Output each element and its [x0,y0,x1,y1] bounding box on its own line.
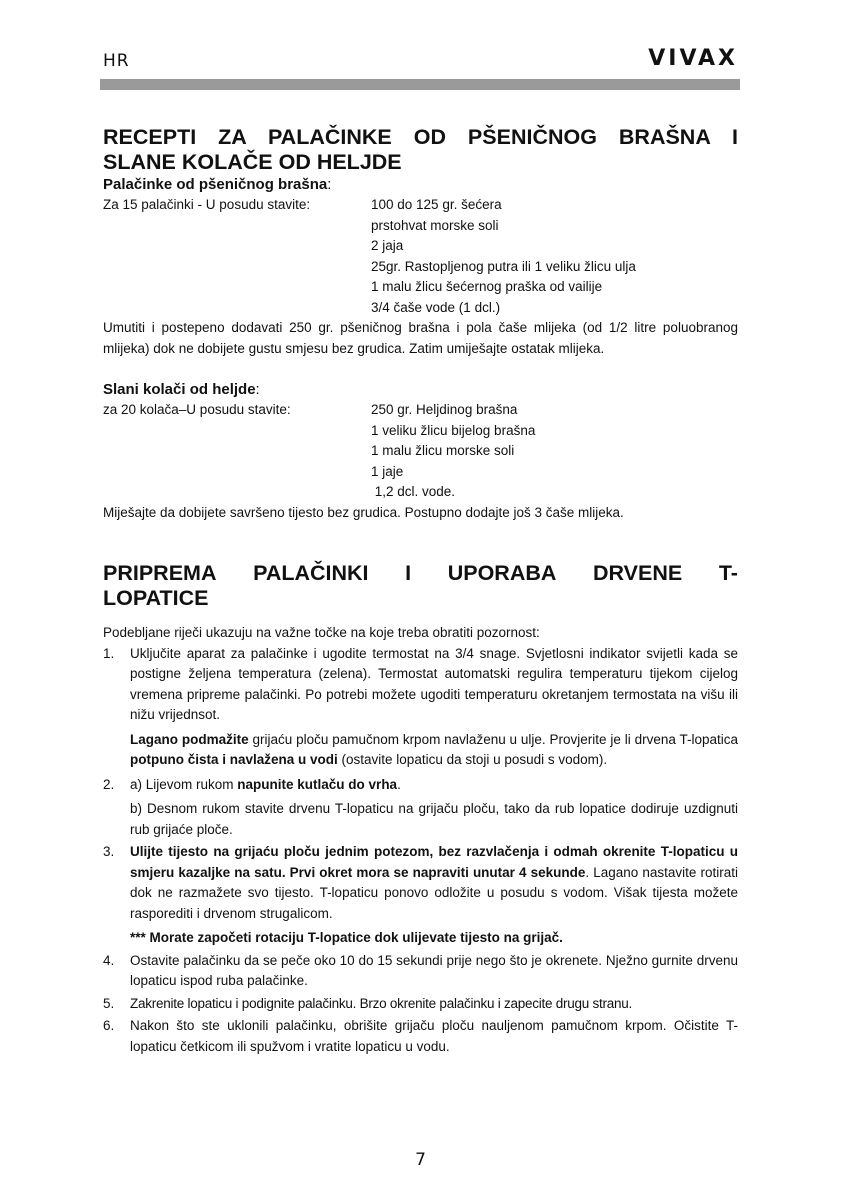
ingredient-item: 1 jaje [371,463,404,479]
recipe1-ingredients-block [103,195,738,318]
step-6: 6. Nakon što ste uklonili palačinku, obrišite grijaču ploču nauljenom pamučnom krpom. Očistite T-lopaticu četkicom ili spužvom i vratite lopaticu u vodu. [103,1018,738,1054]
ingredient-item: 100 do 125 gr. šećera [371,197,502,212]
step-4: 4. Ostavite palačinku da se peče oko 10 do 15 sekundi prije nego što je okrenete. Nježno gurnite drvenu lopaticu ispod ruba palačinke. [103,952,738,988]
section2-title-line2: LOPATICE [103,586,209,610]
ingredient-item: 1 malu žlicu šećernog praška od vailije [371,279,603,294]
step-5: 5. Zakrenite lopaticu i podignite palačinku. Brzo okrenite palačinku i zapecite drugu stranu. [103,995,633,1011]
header-brand-logo: VIVAX [648,46,738,71]
ingredient-item: 3/4 čaše vode (1 dcl.) [371,299,501,315]
section1-title-line1: RECEPTI ZA PALAČINKE OD PŠENIČNOG BRAŠNA I [103,125,738,149]
recipe2-title: Slani kolači od heljde: [103,381,260,398]
ingredient-item: 1,2 dcl. vode. [371,484,456,499]
step-1: 1. Uključite aparat za palačinke i ugodite termostat na 3/4 snage. Svjetlosni indikator svijetli kada se postigne željena temperatura (zelena). Termostat automatski regulira temperaturu tijekom cijelog vremena pripreme palačinki. Po potrebi možete ugoditi temperaturu okretanjem termostata na višu ili nižu vrijednsot. Lagano podmažite grijaću ploču pamučnom krpom navlaženu u ulje. Provjerite je li drvena T-lopatica potpuno čista i navlažena u vodi (ostavite lopaticu da stoji u posudi s vodom). [103,645,738,767]
ingredient-item: prstohvat morske soli [371,217,499,233]
recipe2-ingredients-block [103,400,738,503]
page-number: 7 [415,1150,426,1170]
instruction-steps [103,644,738,1058]
recipe1-ingredient-list [371,195,738,318]
recipe2-ingredient-list [371,400,738,503]
recipe1-method: Umutiti i postepeno dodavati 250 gr. pšeničnog brašna i pola čaše mlijeka (od 1/2 litre poluobranog mlijeka) dok ne dobijete gustu smjesu bez grudica. Zatim umiješajte ostatak mlijeka. [103,320,738,356]
recipe1-title: Palačinke od pšeničnog brašna: [103,176,332,193]
section2-title [103,561,738,611]
ingredient-item: 250 gr. Heljdinog brašna [371,402,518,417]
header-divider-bar [100,79,740,90]
step-2: 2. a) Lijevom rukom napunite kutlaču do vrha. b) Desnom rukom stavite drvenu T-lopaticu na grijaču ploču, tako da rub lopatice dodiruje uzdignuti rub grijaće ploče. [103,776,738,837]
page-content [103,125,738,1059]
ingredient-item: 1 malu žlicu morske soli [371,443,515,458]
recipe1-lead: Za 15 palačinki - U posudu stavite: [103,197,311,212]
recipe2-lead: za 20 kolača–U posudu stavite: [103,402,291,417]
step-3: 3. Ulijte tijesto na grijaću ploču jednim potezom, bez razvlačenja i odmah okrenite T-lopaticu u smjeru kazaljke na satu. Prvi okret mora se napraviti unutar 4 sekunde. Lagano nastavite rotirati dok ne razmažete svo tijesto. T-lopaticu ponovo odložite u posudu s vodom. Višak tijesta možete rasporediti i drvenom strugalicom. *** Morate započeti rotaciju T-lopatice dok ulijevate tijesto na grijač. [103,844,739,945]
ingredient-item: 1 veliku žlicu bijelog brašna [371,422,536,438]
ingredient-item: 2 jaja [371,238,404,253]
section2-title-line1: PRIPREMA PALAČINKI I UPORABA DRVENE T- [103,561,738,585]
header-language-code: HR [103,51,130,71]
recipe2-method: Miješajte da dobijete savršeno tijesto bez grudica. Postupno dodajte još 3 čaše mlijeka. [103,504,624,520]
section1-title [103,125,738,175]
section1-title-line2: SLANE KOLAČE OD HELJDE [103,150,402,174]
ingredient-item: 25gr. Rastopljenog putra ili 1 veliku žlicu ulja [371,258,636,274]
section2-intro: Podebljane riječi ukazuju na važne točke na koje treba obratiti pozornost: [103,625,540,640]
